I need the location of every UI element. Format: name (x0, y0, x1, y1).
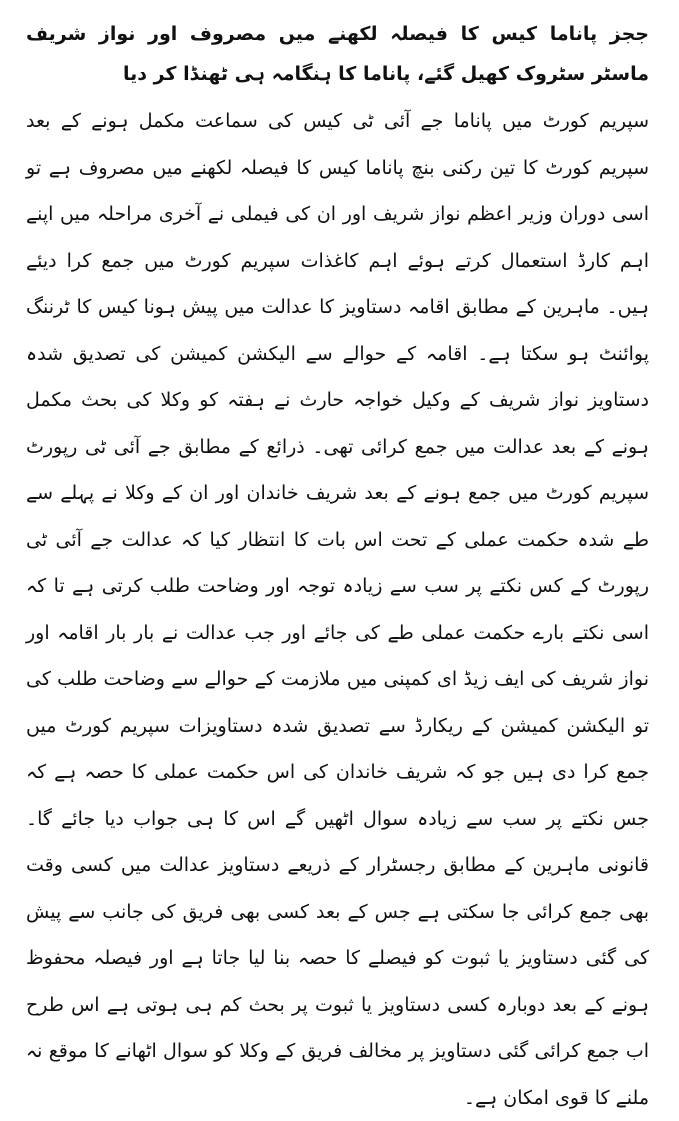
article-body: سپریم کورٹ میں پاناما جے آئی ٹی کیس کی سماعت مکمل ہونے کے بعد سپریم کورٹ کا تین رکنی بنچ پاناما کیس کا فیصلہ لکھنے میں مصروف ہے تو اسی دوران وزیر اعظم نواز شریف اور ان کی فیملی نے آخری مراحلہ میں اپنے اہم کارڈ استعمال کرتے ہوئے اہم کاغذات سپریم کورٹ میں جمع کرا دیئے ہیں۔ ماہرین کے مطابق اقامہ دستاویز کا عدالت میں پیش ہونا کیس کا ٹرننگ پوائنٹ ہو سکتا ہے۔ اقامہ کے حوالے سے الیکشن کمیشن کی تصدیق شدہ دستاویز نواز شریف کے وکیل خواجہ حارث نے ہفتہ کو وکلا کی بحث مکمل ہونے کے بعد عدالت میں جمع کرائی تھی۔ ذرائع کے مطابق جے آئی ٹی رپورٹ سپریم کورٹ میں جمع ہونے کے بعد شریف خاندان اور ان کے وکلا نے پہلے سے طے شدہ حکمت عملی کے تحت اس بات کا انتظار کیا کہ عدالت جے آئی ٹی رپورٹ کے کس نکتے پر سب سے زیادہ توجہ اور وضاحت طلب کرتی ہے تا کہ اسی نکتے بارے حکمت عملی طے کی جائے اور جب عدالت نے بار بار اقامہ اور نواز شریف کی ایف زیڈ ای کمپنی میں ملازمت کے حوالے سے وضاحت طلب کی تو الیکشن کمیشن کے ریکارڈ سے تصدیق شدہ دستاویزات سپریم کورٹ میں جمع کرا دی ہیں جو کہ شریف خاندان کی اس حکمت عملی کا حصہ ہے کہ جس نکتے پر سب سے زیادہ سوال اٹھیں گے اس کا ہی جواب دیا جائے گا۔ قانونی ماہرین کے مطابق رجسٹرار کے ذریعے دستاویز عدالت میں کسی وقت بھی جمع کرائی جا سکتی ہے جس کے بعد کسی بھی فریق کی جانب سے پیش کی گئی دستاویز یا ثبوت کو فیصلے کا حصہ بنا لیا جاتا ہے اور فیصلہ محفوظ ہونے کے بعد دوبارہ کسی دستاویز یا ثبوت پر بحث کم ہی ہوتی ہے اس طرح اب جمع کرائی گئی دستاویز پر مخالف فریق کے وکلا کو سوال اٹھانے کا موقع نہ ملنے کا قوی امکان ہے۔ (26, 110, 649, 1109)
article-headline: ججز پاناما کیس کا فیصلہ لکھنے میں مصروف اور نواز شریف ماسٹر سٹروک کھیل گئے، پاناما کا ہنگامہ ہی ٹھنڈا کر دیا (26, 23, 649, 85)
